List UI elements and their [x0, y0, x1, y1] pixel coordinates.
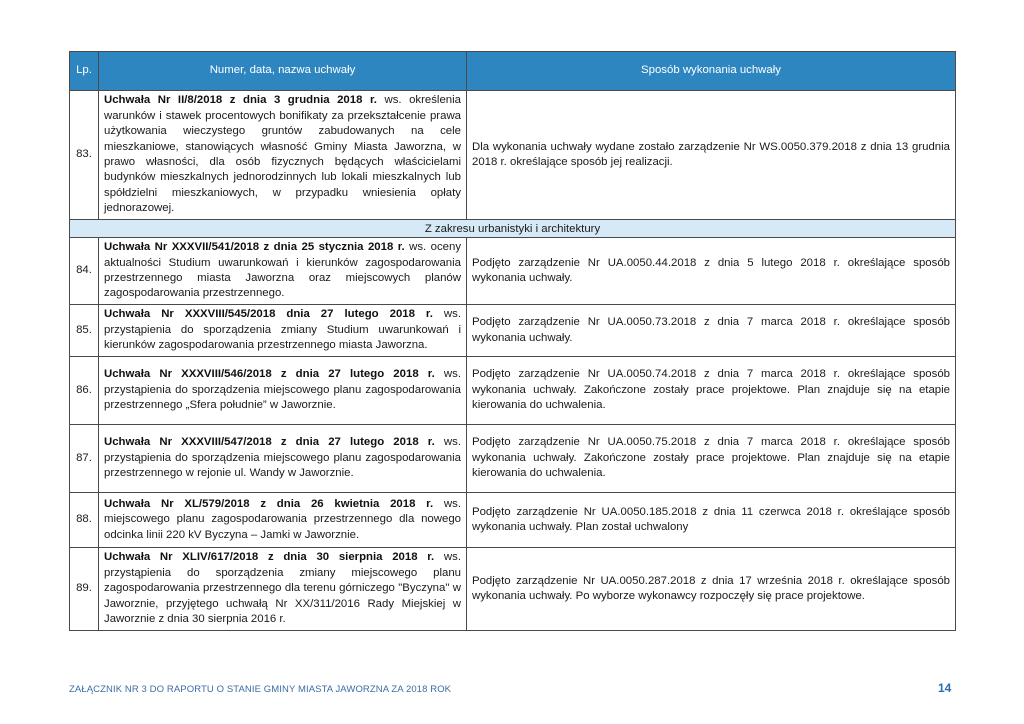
table-header-row [70, 52, 956, 91]
resolution-description: ws. przystąpienia do sporządzenia miejscowego planu zagospodarowania przestrzennego w rejonie ul. Wandy w Jaworznie. [104, 436, 461, 480]
resolution-description: ws. określenia warunków i stawek procentowych bonifikaty za przekształcenie prawa użytkowania wieczystego gruntów zabudowanych na cele mieszkaniowe, stanowiących własność Gminy Miasta Jaworzna, w prawo własności, dla osób fizycznych będących właścicielami budynków mieszkalnych jednorodzinnych lub lokali mieszkalnych lub spółdzielni mieszkaniowych, w przypadku wniesienia opłaty jednorazowej. [104, 94, 461, 215]
resolution-description: ws. przystąpienia do sporządzenia zmiany Studium uwarunkowań i kierunków zagospodarowania przestrzennego miasta Jaworzna. [104, 308, 461, 352]
table-row [70, 357, 956, 425]
resolution-title [99, 91, 467, 220]
table-row [70, 493, 956, 548]
resolution-title [99, 425, 467, 493]
table-row [70, 91, 956, 220]
section-title: Z zakresu urbanistyki i architektury [70, 220, 956, 238]
resolution-head: Uchwała Nr II/8/2018 z dnia 3 grudnia 2018 r. [104, 94, 377, 107]
footer-caption: ZAŁĄCZNIK NR 3 DO RAPORTU O STANIE GMINY MIASTA JAWORZNA ZA 2018 ROK [69, 684, 452, 695]
table-row [70, 305, 956, 357]
execution-text: Dla wykonania uchwały wydane zostało zarządzenie Nr WS.0050.379.2018 z dnia 13 grudnia 2018 r. określające sposób jej realizacji. [467, 91, 956, 220]
resolution-description: ws. przystąpienia do sporządzenia zmiany miejscowego planu zagospodarowania przestrzennego dla terenu górniczego "Byczyna" w Jaworznie, przyjętego uchwałą Nr XX/311/2016 Rady Miejskiej w Jaworznie z dnia 30 sierpnia 2016 r. [104, 551, 461, 626]
header-lp: Lp. [70, 52, 99, 91]
header-title: Numer, data, nazwa uchwały [99, 52, 467, 91]
resolution-title [99, 305, 467, 357]
execution-text: Podjęto zarządzenie Nr UA.0050.75.2018 z dnia 7 marca 2018 r. określające sposób wykonania uchwały. Zakończone zostały prace projektowe. Plan znajduje się na etapie kierowania do uchwalenia. [467, 425, 956, 493]
table-row [70, 238, 956, 305]
row-number: 83. [70, 91, 99, 220]
header-execution: Sposób wykonania uchwały [467, 52, 956, 91]
page-number: 14 [938, 681, 952, 695]
resolution-description: ws. przystąpienia do sporządzenia miejscowego planu zagospodarowania przestrzennego „Sfera południe” w Jaworznie. [104, 368, 461, 412]
resolution-head: Uchwała Nr XL/579/2018 z dnia 26 kwietnia 2018 r. [104, 497, 434, 510]
resolution-title [99, 357, 467, 425]
row-number: 88. [70, 493, 99, 548]
execution-text: Podjęto zarządzenie Nr UA.0050.74.2018 z dnia 7 marca 2018 r. określające sposób wykonania uchwały. Zakończone zostały prace projektowe. Plan znajduje się na etapie kierowania do uchwalenia. [467, 357, 956, 425]
resolution-head: Uchwała Nr XXXVII/541/2018 z dnia 25 stycznia 2018 r. [104, 241, 405, 254]
table-row [70, 548, 956, 631]
execution-text: Podjęto zarządzenie Nr UA.0050.185.2018 z dnia 11 czerwca 2018 r. określające sposób wykonania uchwały. Plan został uchwalony [467, 493, 956, 548]
resolution-description: ws. miejscowego planu zagospodarowania przestrzennego dla nowego odcinka linii 220 kV Byczyna – Jamki w Jaworznie. [104, 497, 461, 541]
resolution-title [99, 548, 467, 631]
resolution-title [99, 238, 467, 305]
execution-text: Podjęto zarządzenie Nr UA.0050.73.2018 z dnia 7 marca 2018 r. określające sposób wykonania uchwały. [467, 305, 956, 357]
row-number: 86. [70, 357, 99, 425]
row-number: 87. [70, 425, 99, 493]
row-number: 89. [70, 548, 99, 631]
resolution-head: Uchwała Nr XLIV/617/2018 z dnia 30 sierpnia 2018 r. [104, 551, 435, 564]
row-number: 84. [70, 238, 99, 305]
resolution-head: Uchwała Nr XXXVIII/546/2018 z dnia 27 lutego 2018 r. [104, 368, 435, 381]
resolutions-table [69, 51, 956, 631]
resolution-head: Uchwała Nr XXXVIII/547/2018 z dnia 27 lutego 2018 r. [104, 436, 435, 449]
resolution-title [99, 493, 467, 548]
resolution-description: ws. oceny aktualności Studium uwarunkowań i kierunków zagospodarowania przestrzennego miasta Jaworzna oraz miejscowych planów zagospodarowania przestrzennego. [104, 241, 462, 300]
table-row [70, 425, 956, 493]
resolution-head: Uchwała Nr XXXVIII/545/2018 dnia 27 lutego 2018 r. [104, 308, 433, 321]
execution-text: Podjęto zarządzenie Nr UA.0050.287.2018 z dnia 17 września 2018 r. określające sposób wykonania uchwały. Po wyborze wykonawcy rozpoczęły się prace projektowe. [467, 548, 956, 631]
row-number: 85. [70, 305, 99, 357]
section-row [70, 220, 956, 238]
execution-text: Podjęto zarządzenie Nr UA.0050.44.2018 z dnia 5 lutego 2018 r. określające sposób wykonania uchwały. [467, 238, 956, 305]
